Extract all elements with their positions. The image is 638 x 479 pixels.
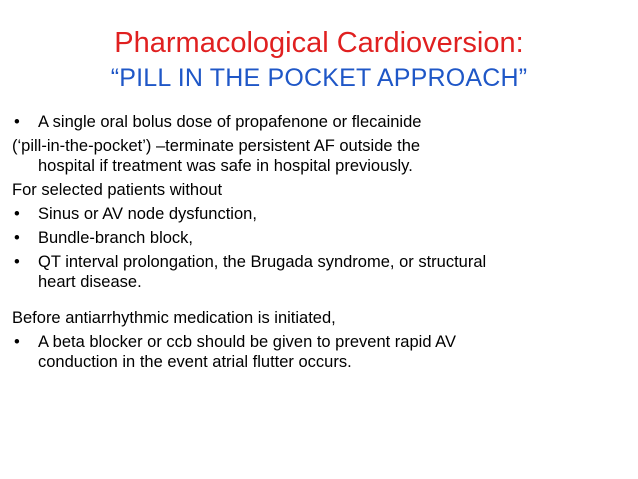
bullet-item xyxy=(12,332,624,352)
bullet-item xyxy=(12,204,624,224)
slide-title: Pharmacological Cardioversion: xyxy=(114,27,524,59)
bullet-text: Bundle-branch block, xyxy=(38,229,194,247)
slide-body xyxy=(12,112,624,372)
bullet-icon: • xyxy=(14,113,20,131)
bullet-text: QT interval prolongation, the Brugada syndrome, or structural xyxy=(38,253,487,271)
bullet-text: A beta blocker or ccb should be given to prevent rapid AV xyxy=(38,333,456,351)
bullet-icon: • xyxy=(14,229,20,247)
bullet-icon: • xyxy=(14,253,20,271)
paragraph-line: Before antiarrhythmic medication is initiated, xyxy=(12,309,336,327)
bullet-item xyxy=(12,228,624,248)
bullet-item xyxy=(12,112,624,132)
paragraph-line: (‘pill-in-the-pocket’) –terminate persistent AF outside the xyxy=(12,137,421,155)
bullet-text: Sinus or AV node dysfunction, xyxy=(38,205,257,223)
slide-subtitle: “PILL IN THE POCKET APPROACH” xyxy=(110,64,528,92)
paragraph-continuation: hospital if treatment was safe in hospital previously. xyxy=(38,157,413,175)
bullet-continuation: conduction in the event atrial flutter occurs. xyxy=(38,353,352,371)
bullet-item xyxy=(12,252,624,272)
paragraph-line: For selected patients without xyxy=(12,181,223,199)
bullet-continuation: heart disease. xyxy=(38,273,142,291)
bullet-icon: • xyxy=(14,205,20,223)
bullet-text: A single oral bolus dose of propafenone or flecainide xyxy=(38,113,422,131)
bullet-icon: • xyxy=(14,333,20,351)
